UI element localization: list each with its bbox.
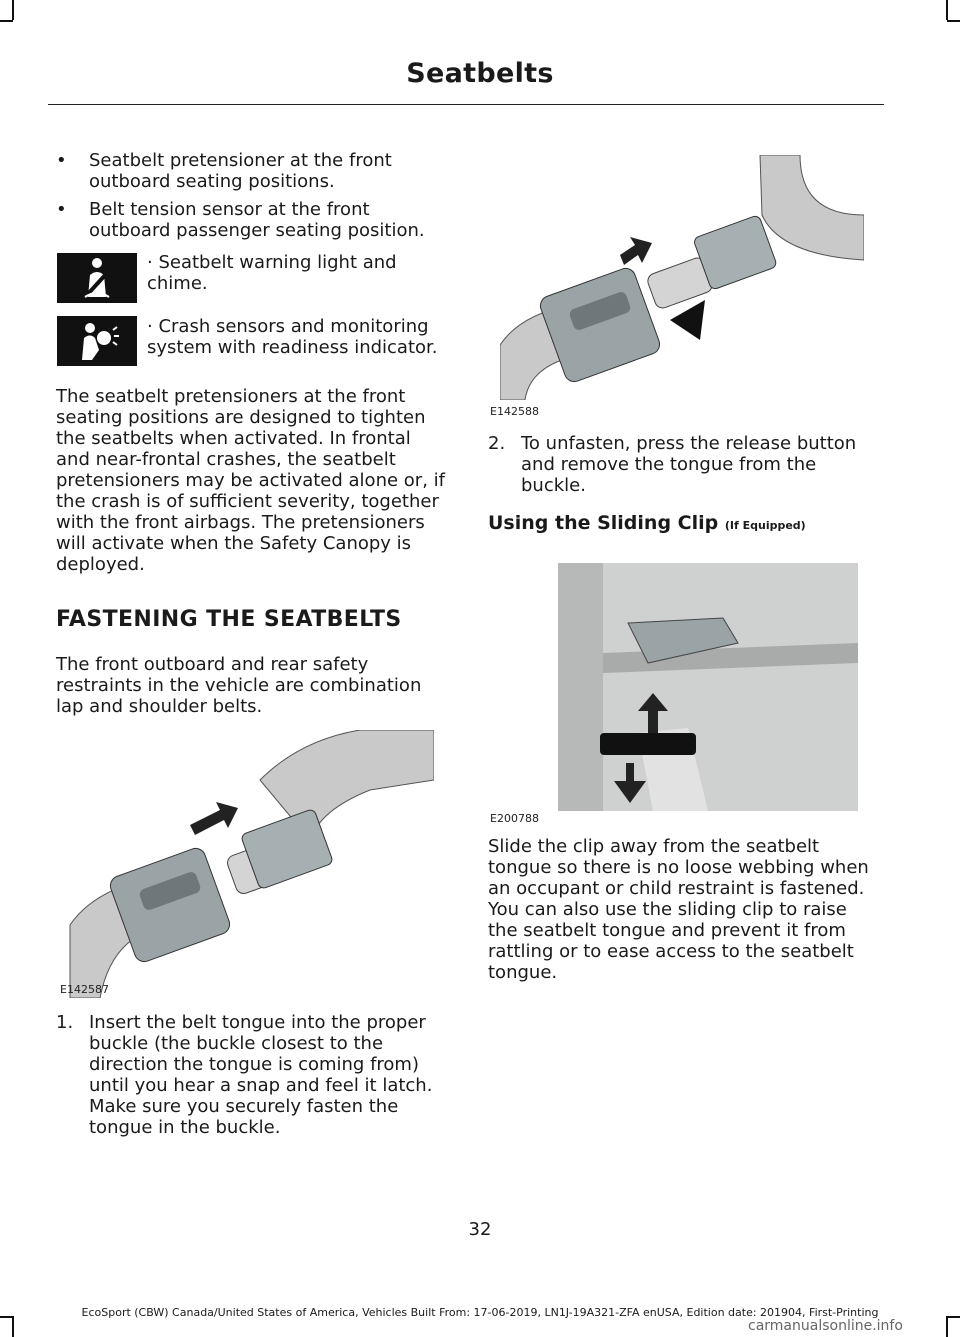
- step-text: To unfasten, press the release button and remove the tongue from the buckle.: [521, 433, 857, 496]
- step-number: 1.: [56, 1012, 74, 1033]
- crop-mark: [946, 1316, 948, 1337]
- page-number: 32: [468, 1219, 492, 1240]
- figure-code: E200788: [490, 812, 539, 825]
- paragraph-pretensioners: The seatbelt pretensioners at the front seating positions are designed to tighten the seatbelts when activated. In frontal and near-frontal crashes, the seatbelt pretensioners may be activated alone or, if the crash is of sufficient severity, together with the front airbags. The pretensioners will activate when the Safety Canopy is deployed.: [56, 386, 445, 575]
- crop-mark: [12, 0, 14, 20]
- heading-qualifier: (If Equipped): [724, 519, 806, 532]
- paragraph-sliding-clip: Slide the clip away from the seatbelt tongue so there is no loose webbing when an occupant or child restraint is fastened. You can also use the sliding clip to raise the seatbelt tongue and prevent it from rattling or to ease access to the seatbelt tongue.: [488, 836, 869, 983]
- figure-buckle-insert: [60, 730, 434, 998]
- bullet-text: Seatbelt pretensioner at the front outboard seating positions.: [89, 150, 392, 192]
- crop-mark: [12, 1316, 14, 1337]
- section-heading-fastening: FASTENING THE SEATBELTS: [56, 607, 402, 632]
- section-heading-sliding-clip: [488, 512, 806, 534]
- bullet-marker: •: [56, 199, 67, 220]
- paragraph-fastening-intro: The front outboard and rear safety restraints in the vehicle are combination lap and shoulder belts.: [56, 654, 422, 717]
- watermark: carmanualsonline.info: [748, 1318, 903, 1334]
- crop-mark: [946, 0, 948, 20]
- figure-code: E142588: [490, 405, 539, 418]
- figure-buckle-release: [500, 155, 864, 400]
- step-text: Insert the belt tongue into the proper buckle (the buckle closest to the direction the tongue is coming from) until you hear a snap and feel it latch. Make sure you securely fasten the tongue in the buckle.: [89, 1012, 433, 1138]
- bullet-text: Belt tension sensor at the front outboard passenger seating position.: [89, 199, 425, 241]
- header-rule: [48, 104, 884, 105]
- airbag-person-icon: [57, 316, 137, 366]
- figure-code: E142587: [60, 983, 109, 996]
- footer-edition: EcoSport (CBW) Canada/United States of America, Vehicles Built From: 17-06-2019, LN1J-19A321-ZFA enUSA, Edition date: 201904, First-Printing: [81, 1306, 879, 1319]
- icon-item-text: · Seatbelt warning light and chime.: [147, 252, 397, 294]
- heading-text: Using the Sliding Clip: [488, 512, 719, 534]
- bullet-marker: •: [56, 150, 67, 171]
- step-number: 2.: [488, 433, 506, 454]
- crop-mark: [0, 20, 13, 22]
- icon-item-text: · Crash sensors and monitoring system with readiness indicator.: [147, 316, 438, 358]
- seatbelt-warning-icon: [57, 253, 137, 303]
- crop-mark: [947, 20, 960, 22]
- figure-sliding-clip: [558, 563, 858, 811]
- page-title: Seatbelts: [406, 58, 554, 89]
